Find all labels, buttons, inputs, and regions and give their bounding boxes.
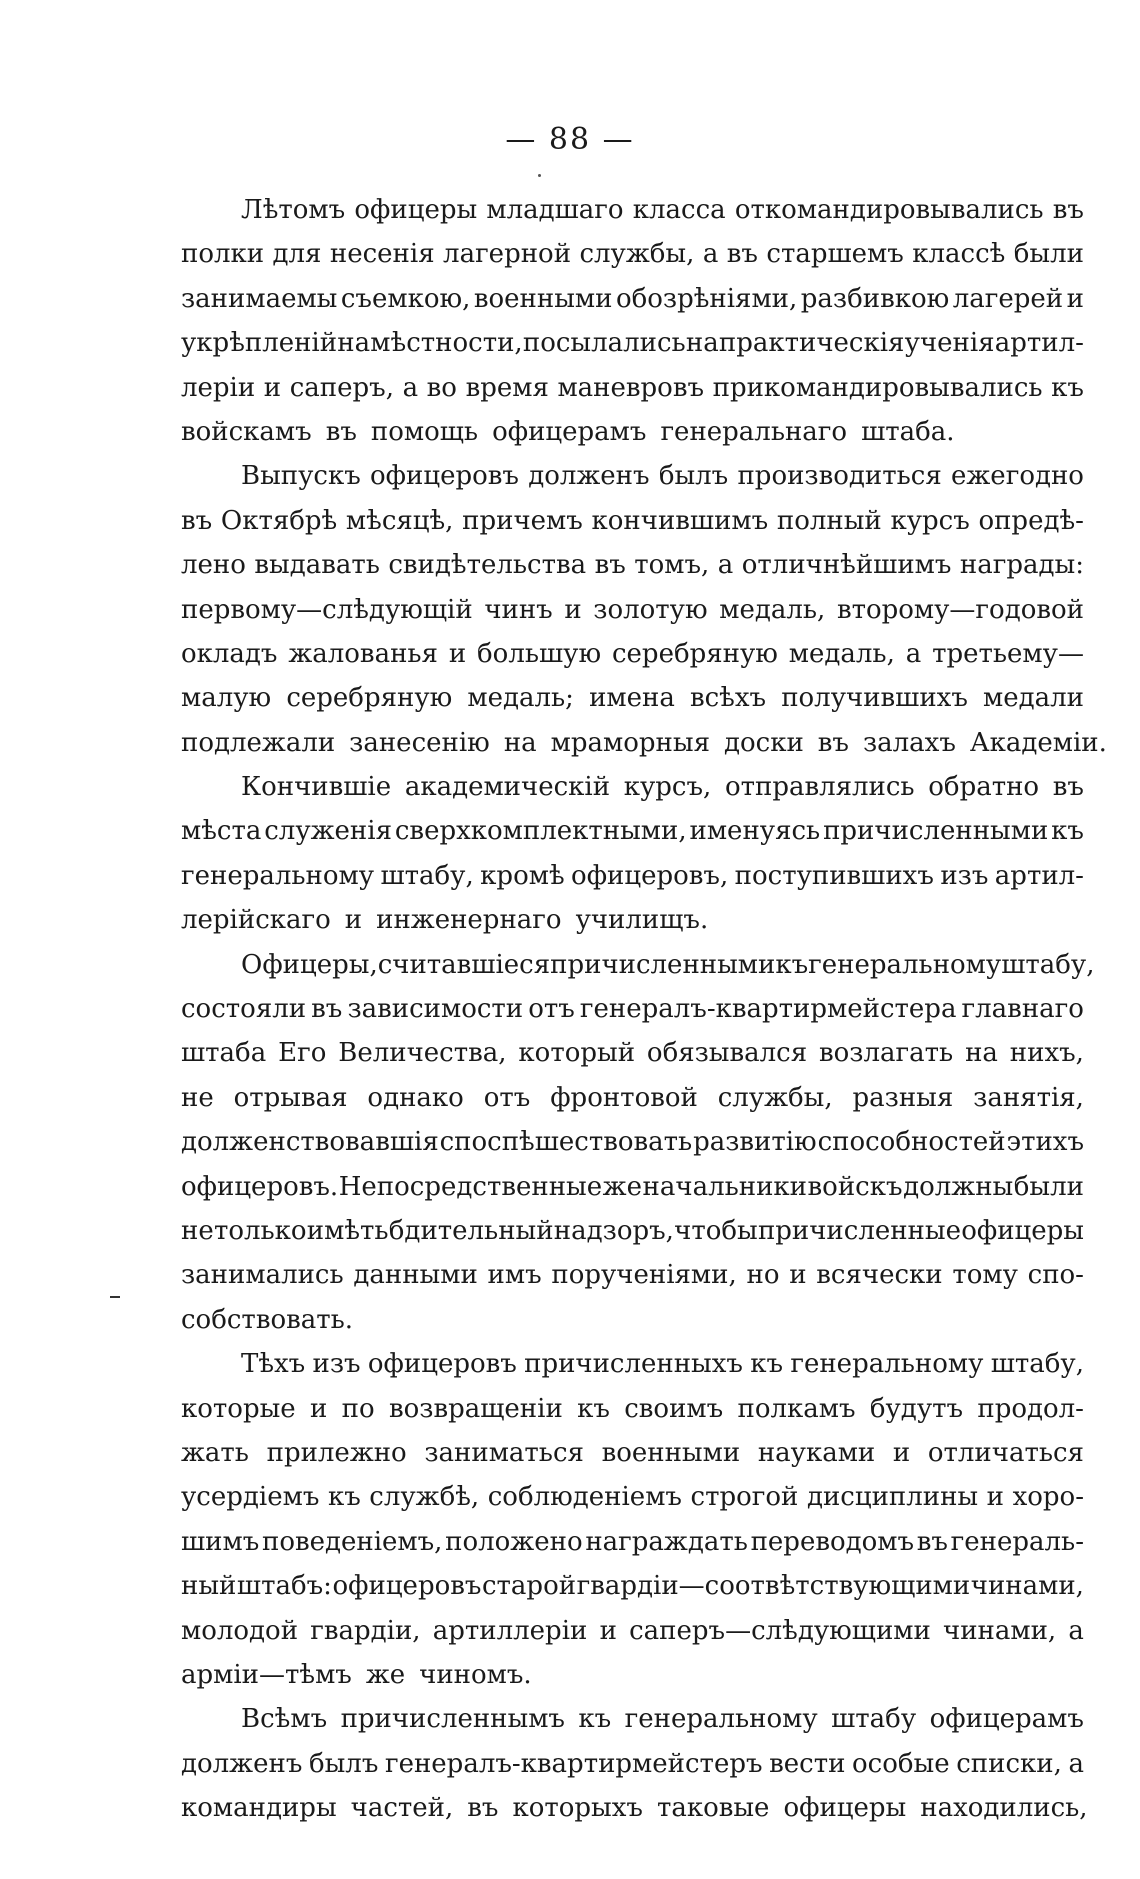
text-line: леріи и саперъ, а во время маневровъ прикомандировывались къ bbox=[181, 372, 1084, 403]
text-line: молодой гвардіи, артиллеріи и саперъ—слѣдующими чинами, а bbox=[181, 1615, 1084, 1646]
paragraph bbox=[181, 943, 1095, 1343]
text-line: которые и по возвращеніи къ своимъ полкамъ будутъ продол- bbox=[181, 1393, 1084, 1424]
paragraph bbox=[181, 1697, 1088, 1830]
margin-mark bbox=[110, 1296, 120, 1298]
text-line: лено выдавать свидѣтельства въ томъ, а отличнѣйшимъ награды: bbox=[181, 550, 1084, 581]
text-line: долженъ былъ генералъ-квартирмейстеръ вести особые списки, а bbox=[181, 1748, 1084, 1779]
text-line: укрѣпленій на мѣстности, посылались на практическія ученія артил- bbox=[181, 328, 1084, 359]
text-line: Лѣтомъ офицеры младшаго класса откомандировывались въ bbox=[241, 195, 1084, 225]
body-text bbox=[181, 188, 1107, 1830]
page-number: — 88 — bbox=[505, 122, 635, 157]
text-line: окладъ жалованья и большую серебряную медаль, а третьему— bbox=[181, 638, 1084, 669]
print-speck bbox=[538, 174, 541, 177]
text-line: не отрывая однако отъ фронтовой службы, разныя занятія, bbox=[181, 1082, 1084, 1113]
text-line: долженствовавшія споспѣшествовать развитію способностей этихъ bbox=[181, 1127, 1084, 1158]
text-line: Выпускъ офицеровъ долженъ былъ производиться ежегодно bbox=[241, 461, 1084, 492]
text-line: занимались данными имъ порученіями, но и всячески тому спо- bbox=[181, 1260, 1084, 1291]
text-line: арміи—тѣмъ же чиномъ. bbox=[181, 1659, 532, 1690]
text-line: войскамъ въ помощь офицерамъ генеральнаго штаба. bbox=[181, 416, 955, 447]
text-line: ный штабъ: офицеровъ старой гвардіи—соотвѣтствующими чинами, bbox=[181, 1571, 1084, 1602]
text-line: собствовать. bbox=[181, 1304, 354, 1335]
text-line: лерійскаго и инженернаго училищъ. bbox=[181, 905, 709, 936]
text-line: генеральному штабу, кромѣ офицеровъ, поступившихъ изъ артил- bbox=[181, 860, 1084, 891]
text-line: состояли въ зависимости отъ генералъ-квартирмейстера главнаго bbox=[181, 994, 1084, 1025]
paragraph bbox=[181, 765, 1084, 943]
text-line: полки для несенія лагерной службы, а въ старшемъ классѣ были bbox=[181, 239, 1084, 270]
text-line: командиры частей, въ которыхъ таковые офицеры находились, bbox=[181, 1793, 1088, 1824]
paragraph bbox=[181, 188, 1084, 454]
text-line: офицеровъ. Непосредственные же начальники войскъ должны были bbox=[181, 1171, 1084, 1202]
paragraph bbox=[181, 454, 1107, 765]
text-line: мѣста служенія сверхкомплектными, именуясь причисленными къ bbox=[181, 816, 1084, 847]
text-line: усердіемъ къ службѣ, соблюденіемъ строгой дисциплины и хоро- bbox=[181, 1482, 1084, 1513]
text-line: малую серебряную медаль; имена всѣхъ получившихъ медали bbox=[181, 683, 1084, 714]
text-line: Кончившіе академическій курсъ, отправлялись обратно въ bbox=[241, 772, 1084, 803]
text-line: Всѣмъ причисленнымъ къ генеральному штабу офицерамъ bbox=[241, 1704, 1084, 1735]
text-line: занимаемы съемкою, военными обозрѣніями, разбивкою лагерей и bbox=[181, 283, 1084, 314]
text-line: шимъ поведеніемъ, положено награждать переводомъ въ генераль- bbox=[181, 1526, 1084, 1557]
text-line: первому—слѣдующій чинъ и золотую медаль, второму—годовой bbox=[181, 594, 1084, 625]
text-line: не только имѣть бдительный надзоръ, чтобы причисленные офицеры bbox=[181, 1215, 1084, 1246]
text-line: подлежали занесенію на мраморныя доски въ залахъ Академіи. bbox=[181, 727, 1107, 758]
text-line: жать прилежно заниматься военными науками и отличаться bbox=[181, 1437, 1084, 1468]
text-line: Тѣхъ изъ офицеровъ причисленныхъ къ генеральному штабу, bbox=[241, 1349, 1084, 1380]
text-line: въ Октябрѣ мѣсяцѣ, причемъ кончившимъ полный курсъ опредѣ- bbox=[181, 505, 1084, 536]
text-line: Офицеры, считавшіеся причисленными къ генеральному штабу, bbox=[241, 949, 1095, 980]
paragraph bbox=[181, 1342, 1084, 1697]
text-line: штаба Его Величества, который обязывался возлагать на нихъ, bbox=[181, 1038, 1084, 1069]
